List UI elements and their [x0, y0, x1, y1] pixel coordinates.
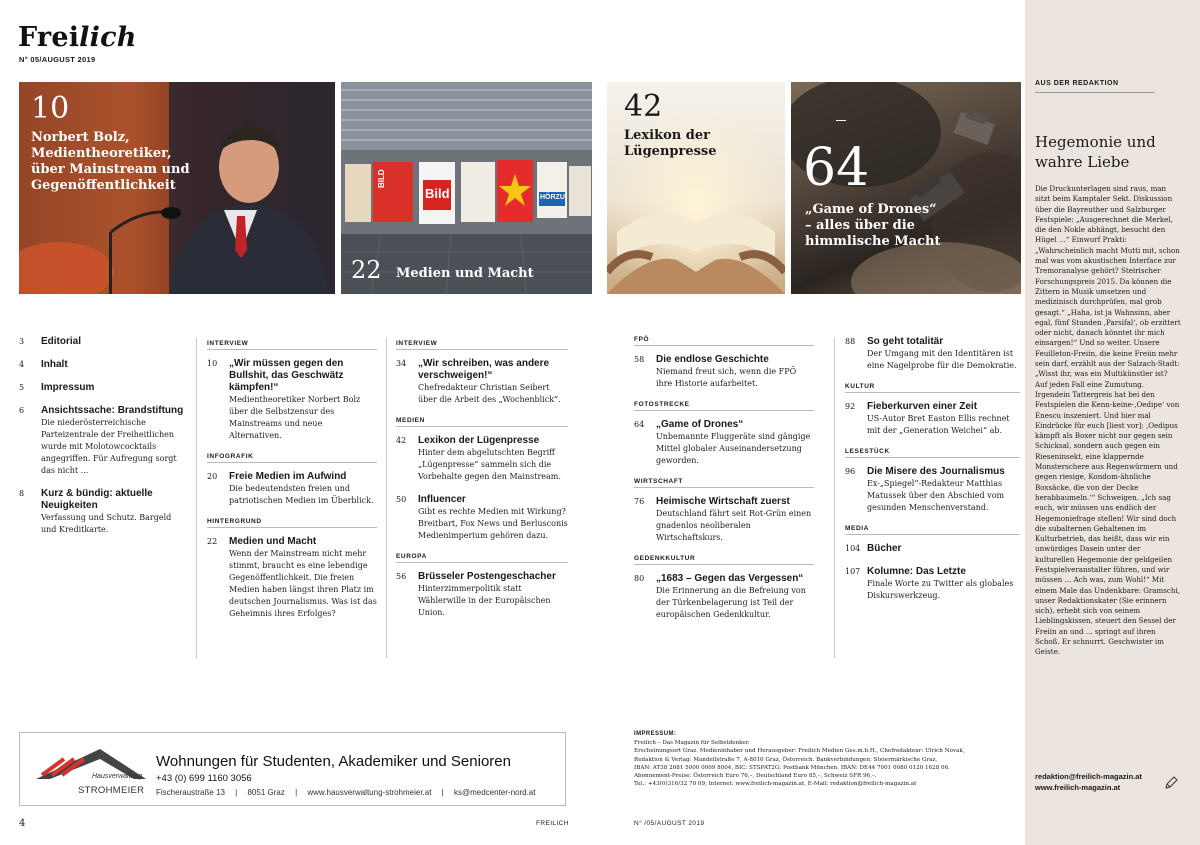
toc-page: 50 [396, 495, 407, 504]
toc-page: 58 [634, 355, 645, 364]
toc-title: Freie Medien im Aufwind [229, 471, 347, 482]
toc-title: Die endlose Geschichte [656, 354, 769, 365]
issue-label: N° 05/AUGUST 2019 [19, 55, 96, 64]
impressum-line: Freilich – Das Magazin für Selbstdenker. [634, 740, 750, 746]
section-label: LESESTÜCK [845, 448, 1020, 458]
toc-page: 92 [845, 402, 856, 411]
toc-entry[interactable] [19, 359, 189, 371]
ad-brand: STROHMEIER [78, 785, 145, 796]
section-label: FPÖ [634, 336, 814, 346]
section-label: INTERVIEW [396, 340, 568, 350]
section-label: EUROPA [396, 553, 568, 563]
panel-page-number: 64 [803, 138, 870, 198]
ad-phone[interactable]: +43 (0) 699 1160 3056 [156, 773, 252, 784]
toc-desc: Niemand freut sich, wenn die FPÖ ihre Historie aufarbeitet. [656, 367, 797, 388]
toc-desc: Die bedeutendsten freien und patriotischen Medien im Überblick. [229, 484, 374, 505]
toc-entry[interactable] [396, 571, 568, 619]
section-label: INFOGRAFIK [207, 453, 377, 463]
sidebar-rule [1035, 92, 1155, 93]
toc-page: 56 [396, 572, 407, 581]
toc-page: 96 [845, 467, 856, 476]
toc-column-5 [845, 336, 1020, 613]
toc-entry[interactable] [634, 573, 814, 621]
toc-column-4 [634, 336, 814, 632]
section-label: HINTERGRUND [207, 518, 377, 528]
section-label: GEDENKKULTUR [634, 555, 814, 565]
newspaper-label: HÖRZU [540, 194, 565, 201]
panel-rule [836, 120, 846, 121]
toc-title: „Wir müssen gegen den Bullshit, das Geschwätz kämpfen!“ [229, 358, 344, 393]
impressum [634, 731, 1014, 789]
toc-entry[interactable] [634, 496, 814, 544]
toc-entry[interactable] [19, 405, 189, 477]
toc-entry[interactable] [845, 566, 1020, 602]
impressum-label: IMPRESSUM: [634, 731, 677, 737]
toc-title: Medien und Macht [229, 536, 317, 547]
sidebar-web-link[interactable]: www.freilich-magazin.at [1035, 783, 1121, 792]
toc-entry[interactable] [207, 536, 377, 620]
logo-part: Frei [18, 22, 80, 53]
sidebar-contact [1035, 771, 1142, 793]
toc-page: 34 [396, 359, 407, 368]
toc-title: Brüsseler Postengeschacher [418, 571, 556, 582]
toc-entry[interactable] [19, 336, 189, 348]
toc-page: 4 [19, 360, 25, 369]
toc-entry[interactable] [207, 358, 377, 442]
sidebar-body: Die Druckunterlagen sind raus, man sitzt beim Kamptaler Sekt. Diskussion über die Bayreuther und Salzburger Festspiele: „Ausgerechnet die Merkel, die den Nokle abhängt, besucht den Hügel ...“ Einwurf Prakti: „Wahrscheinlich macht Mutti mit, schon mal was vom akustischen Interface zur Tremoranalyse gehört? Steirischer Forschungspreis 2015. Da können die Zittern in Musik umsetzen und medizinisch durchprüfen, mal grob gesagt.“ „Haha, ist ja Wahnsinn, aber egal, fünf Stunden ‚Parsifal‘, ob erzittert oder nicht, danach könntet ihr mich einsargen!“ Und so weiter. Unsere Feuilleton-Freiin, die keine Freiin mehr sein darf, erzählt aus der Salzach-Stadt: „Wisst ihr, was ein Multikünstler ist? Auf jeden Fall eine Zumutung. Irgendein Tattergreis hat bei den Festspielen die Kenn-keine-‚Oedipe‘ von Enescu inszeniert. Und hier mal Eindrücke für euch [liest vor]: ‚Oedipus kämpft als Boxer nicht nur gegen sein Schicksal, sondern auch gegen ein Rieseninsekt, eine klappernde Monsterschere aus Regenwürmern und gegen riesige, Kondom-ähnliche Boxsäcke, die von der Decke herabbaumeln.‘“ Schweigen. „Ich sag euch, wir müssen uns endlich der Hegemoniefrage stellen! Wir sind doch die subalternen Gehaltenen im Kulturbetrieb, das heißt, dass wir ein unwürdiges Dasein unter der kulturellen Hegemonie der geldgeilen Festspielveranstalter führen, und wir müssen ... Ach was, zum Wohl!“ Mit einem Male das Undenkbare: Gramschi, unser Redaktionskater (Sie erinnern sich), erhebt sich von seinem Lieblingskissen, steuert den Sessel der Freiin an und ... springt auf ihren Schoß. Er schnurrt. Geschwister im Geiste. [1035, 184, 1181, 657]
toc-page: 6 [19, 406, 25, 415]
toc-desc: Unbemannte Fluggeräte sind gängige Mittel globaler Auseinandersetzung geworden. [656, 432, 811, 465]
toc-desc: Hinterzimmerpolitik statt Wählerwille in der Europäischen Union. [418, 584, 551, 617]
toc-page: 64 [634, 420, 645, 429]
toc-page: 10 [207, 359, 218, 368]
toc-page: 76 [634, 497, 645, 506]
toc-entry[interactable] [207, 471, 377, 507]
toc-desc: Gibt es rechte Medien mit Wirkung? Breitbart, Fox News und Berlusconis Medienimperium gehören dazu. [418, 507, 568, 540]
ad-contact-line: Fischeraustraße 13 | 8051 Graz | www.hausverwaltung-strohmeier.at | ks@medcenter-nord.at [156, 788, 536, 797]
sidebar-title: Hegemonie und wahre Liebe [1035, 133, 1156, 171]
toc-entry[interactable] [634, 419, 814, 467]
impressum-line: IBAN: AT38 2081 5000 0009 8004, BIC: STSPAT2G; Postbank München, IBAN: DE44 7001 0080 0120 1628 06. [634, 764, 950, 771]
sidebar-label: AUS DER REDAKTION [1035, 80, 1119, 87]
ad-headline: Wohnungen für Studenten, Akademiker und Senioren [156, 753, 511, 770]
footer-magazine-name: FREILICH [536, 820, 569, 827]
toc-desc: Finale Worte zu Twitter als globales Diskurswerkzeug. [867, 579, 1014, 600]
toc-desc: Verfassung und Schutz. Bargeld und Kreditkarte. [41, 513, 172, 534]
toc-title: Lexikon der Lügenpresse [418, 435, 540, 446]
toc-column-3 [396, 336, 568, 630]
photo-panel-drones[interactable] [791, 82, 1021, 294]
toc-desc: Hinter dem abgelutschten Begriff „Lügenpresse“ sammeln sich die Vorbehalte gegen den Mainstream. [418, 448, 561, 481]
toc-page: 3 [19, 337, 25, 346]
toc-desc: Die Erinnerung an die Befreiung von der Türkenbelagerung ist Teil der europäischen Gedenkkultur. [656, 586, 806, 619]
toc-entry[interactable] [396, 358, 568, 406]
toc-title: Heimische Wirtschaft zuerst [656, 496, 790, 507]
section-label: FOTOSTRECKE [634, 401, 814, 411]
toc-title: Editorial [41, 336, 82, 347]
toc-desc: Chefredakteur Christian Seibert über die Arbeit des „Wochenblick“. [418, 383, 561, 404]
ad-email-link[interactable]: ks@medcenter-nord.at [453, 788, 536, 797]
toc-title: Fieberkurven einer Zeit [867, 401, 978, 412]
ad-address: Fischeraustraße 13 [156, 788, 225, 797]
toc-title: Inhalt [41, 359, 68, 370]
section-label: INTERVIEW [207, 340, 377, 350]
toc-page: 22 [207, 537, 218, 546]
toc-desc: Deutschland fährt seit Rot-Grün einen gnadenlos neoliberalen Wirtschaftskurs. [656, 509, 812, 542]
toc-entry[interactable] [845, 401, 1020, 437]
panel-title: „Game of Drones“ – alles über die himmlische Macht [805, 202, 941, 249]
impressum-line: Erscheinungsort Graz. Medieninhaber und Herausgeber: Freilich Medien Ges.m.b.H., Chefredakteur: Ulrich Novak, [634, 748, 965, 755]
column-divider [196, 338, 197, 658]
ad-brand-small: Hausverwaltung [92, 773, 143, 780]
toc-page: 88 [845, 337, 856, 346]
toc-entry[interactable] [19, 488, 189, 536]
toc-entry[interactable] [396, 494, 568, 542]
toc-page: 20 [207, 472, 218, 481]
toc-page: 8 [19, 489, 25, 498]
impressum-line: Redaktion & Verlag: Mandellstraße 7, A-8010 Graz, Österreich. Bankverbindungen: Steiermärkische Graz, [634, 756, 938, 763]
toc-title: Ansichtssache: Brandstiftung [41, 405, 184, 416]
toc-page: 107 [845, 567, 861, 576]
advertisement[interactable] [19, 732, 566, 806]
section-label: KULTUR [845, 383, 1020, 393]
photo-panel-bolz[interactable] [19, 82, 335, 294]
toc-entry[interactable] [845, 466, 1020, 514]
toc-desc: Wenn der Mainstream nicht mehr stimmt, braucht es eine lebendige Gegenöffentlichkeit. Die freien Medien haben längst ihren Platz im deutschen Journalismus. Was ist das Geheimnis ihres Erfolges? [229, 549, 377, 618]
sidebar-email-link[interactable]: redaktion@freilich-magazin.at [1035, 772, 1142, 781]
section-label: WIRTSCHAFT [634, 478, 814, 488]
panel-page-number: 10 [31, 91, 70, 126]
footer-issue: N° /05/AUGUST 2019 [634, 820, 705, 827]
panel-title: Lexikon der Lügenpresse [624, 128, 717, 159]
toc-desc: Ex-„Spiegel“-Redakteur Matthias Matussek über den Abschied vom gesunden Menschenverstand. [867, 479, 1005, 512]
toc-desc: US-Autor Bret Easton Ellis rechnet mit der „Generation Weichei“ ab. [867, 414, 1010, 435]
toc-column-2 [207, 336, 377, 631]
photo-panel-medien[interactable] [341, 82, 592, 294]
magazine-logo [18, 22, 137, 53]
ad-city: 8051 Graz [247, 788, 285, 797]
toc-title: „Wir schreiben, was andere verschweigen!“ [418, 358, 550, 381]
toc-title: „Game of Drones“ [656, 419, 744, 430]
panel-page-number: 22 [351, 256, 382, 284]
toc-desc: Medientheoretiker Norbert Bolz über die Selbstzensur des Mainstreams und neue Alternativen. [229, 395, 361, 440]
toc-title: Impressum [41, 382, 95, 393]
toc-column-1 [19, 336, 189, 547]
panel-title: Medien und Macht [396, 266, 534, 281]
ad-website-link[interactable]: www.hausverwaltung-strohmeier.at [307, 788, 432, 797]
toc-entry[interactable] [396, 435, 568, 483]
toc-title: „1683 – Gegen das Vergessen“ [656, 573, 804, 584]
panel-page-number: 42 [624, 89, 663, 124]
impressum-line: Tel.: +43(0)316/32 70 09, Internet: www.freilich-magazin.at, E-Mail: redaktion@freilich-magazin.at [634, 781, 917, 788]
section-label: MEDIA [845, 525, 1020, 535]
column-divider [386, 338, 387, 658]
toc-page: 80 [634, 574, 645, 583]
pencil-icon [1164, 776, 1178, 790]
toc-entry[interactable] [845, 543, 1020, 555]
photo-panel-lexikon[interactable] [607, 82, 785, 294]
toc-entry[interactable] [845, 336, 1020, 372]
toc-page: 5 [19, 383, 25, 392]
newspaper-label: BILD [377, 169, 386, 188]
panel-title: Norbert Bolz, Medientheoretiker, über Mainstream und Gegenöffentlichkeit [31, 130, 190, 193]
toc-entry[interactable] [634, 354, 814, 390]
toc-title: Die Misere des Journalismus [867, 466, 1005, 477]
toc-title: So geht totalitär [867, 336, 944, 347]
toc-page: 104 [845, 544, 861, 553]
newspaper-label: Bild [425, 186, 450, 201]
toc-title: Kolumne: Das Letzte [867, 566, 966, 577]
column-divider [834, 338, 835, 658]
impressum-body [634, 739, 1014, 789]
toc-title: Bücher [867, 543, 902, 554]
toc-entry[interactable] [19, 382, 189, 394]
section-label: MEDIEN [396, 417, 568, 427]
logo-part-italic: lich [79, 22, 137, 53]
toc-title: Influencer [418, 494, 466, 505]
toc-desc: Die niederösterreichische Parteizentrale der Freiheitlichen wurde mit Molotowcocktails angegriffen. Für Aufregung sorgt das nicht ... [41, 418, 177, 475]
toc-page: 42 [396, 436, 407, 445]
toc-title: Kurz & bündig: aktuelle Neuigkeiten [41, 488, 153, 511]
impressum-line: Abonnement-Preise: Österreich Euro 76,–, Deutschland Euro 85,–, Schweiz SFR 96,–. [634, 773, 877, 780]
toc-desc: Der Umgang mit den Identitären ist eine Nagelprobe für die Demokratie. [867, 349, 1017, 370]
page-number: 4 [19, 818, 26, 829]
